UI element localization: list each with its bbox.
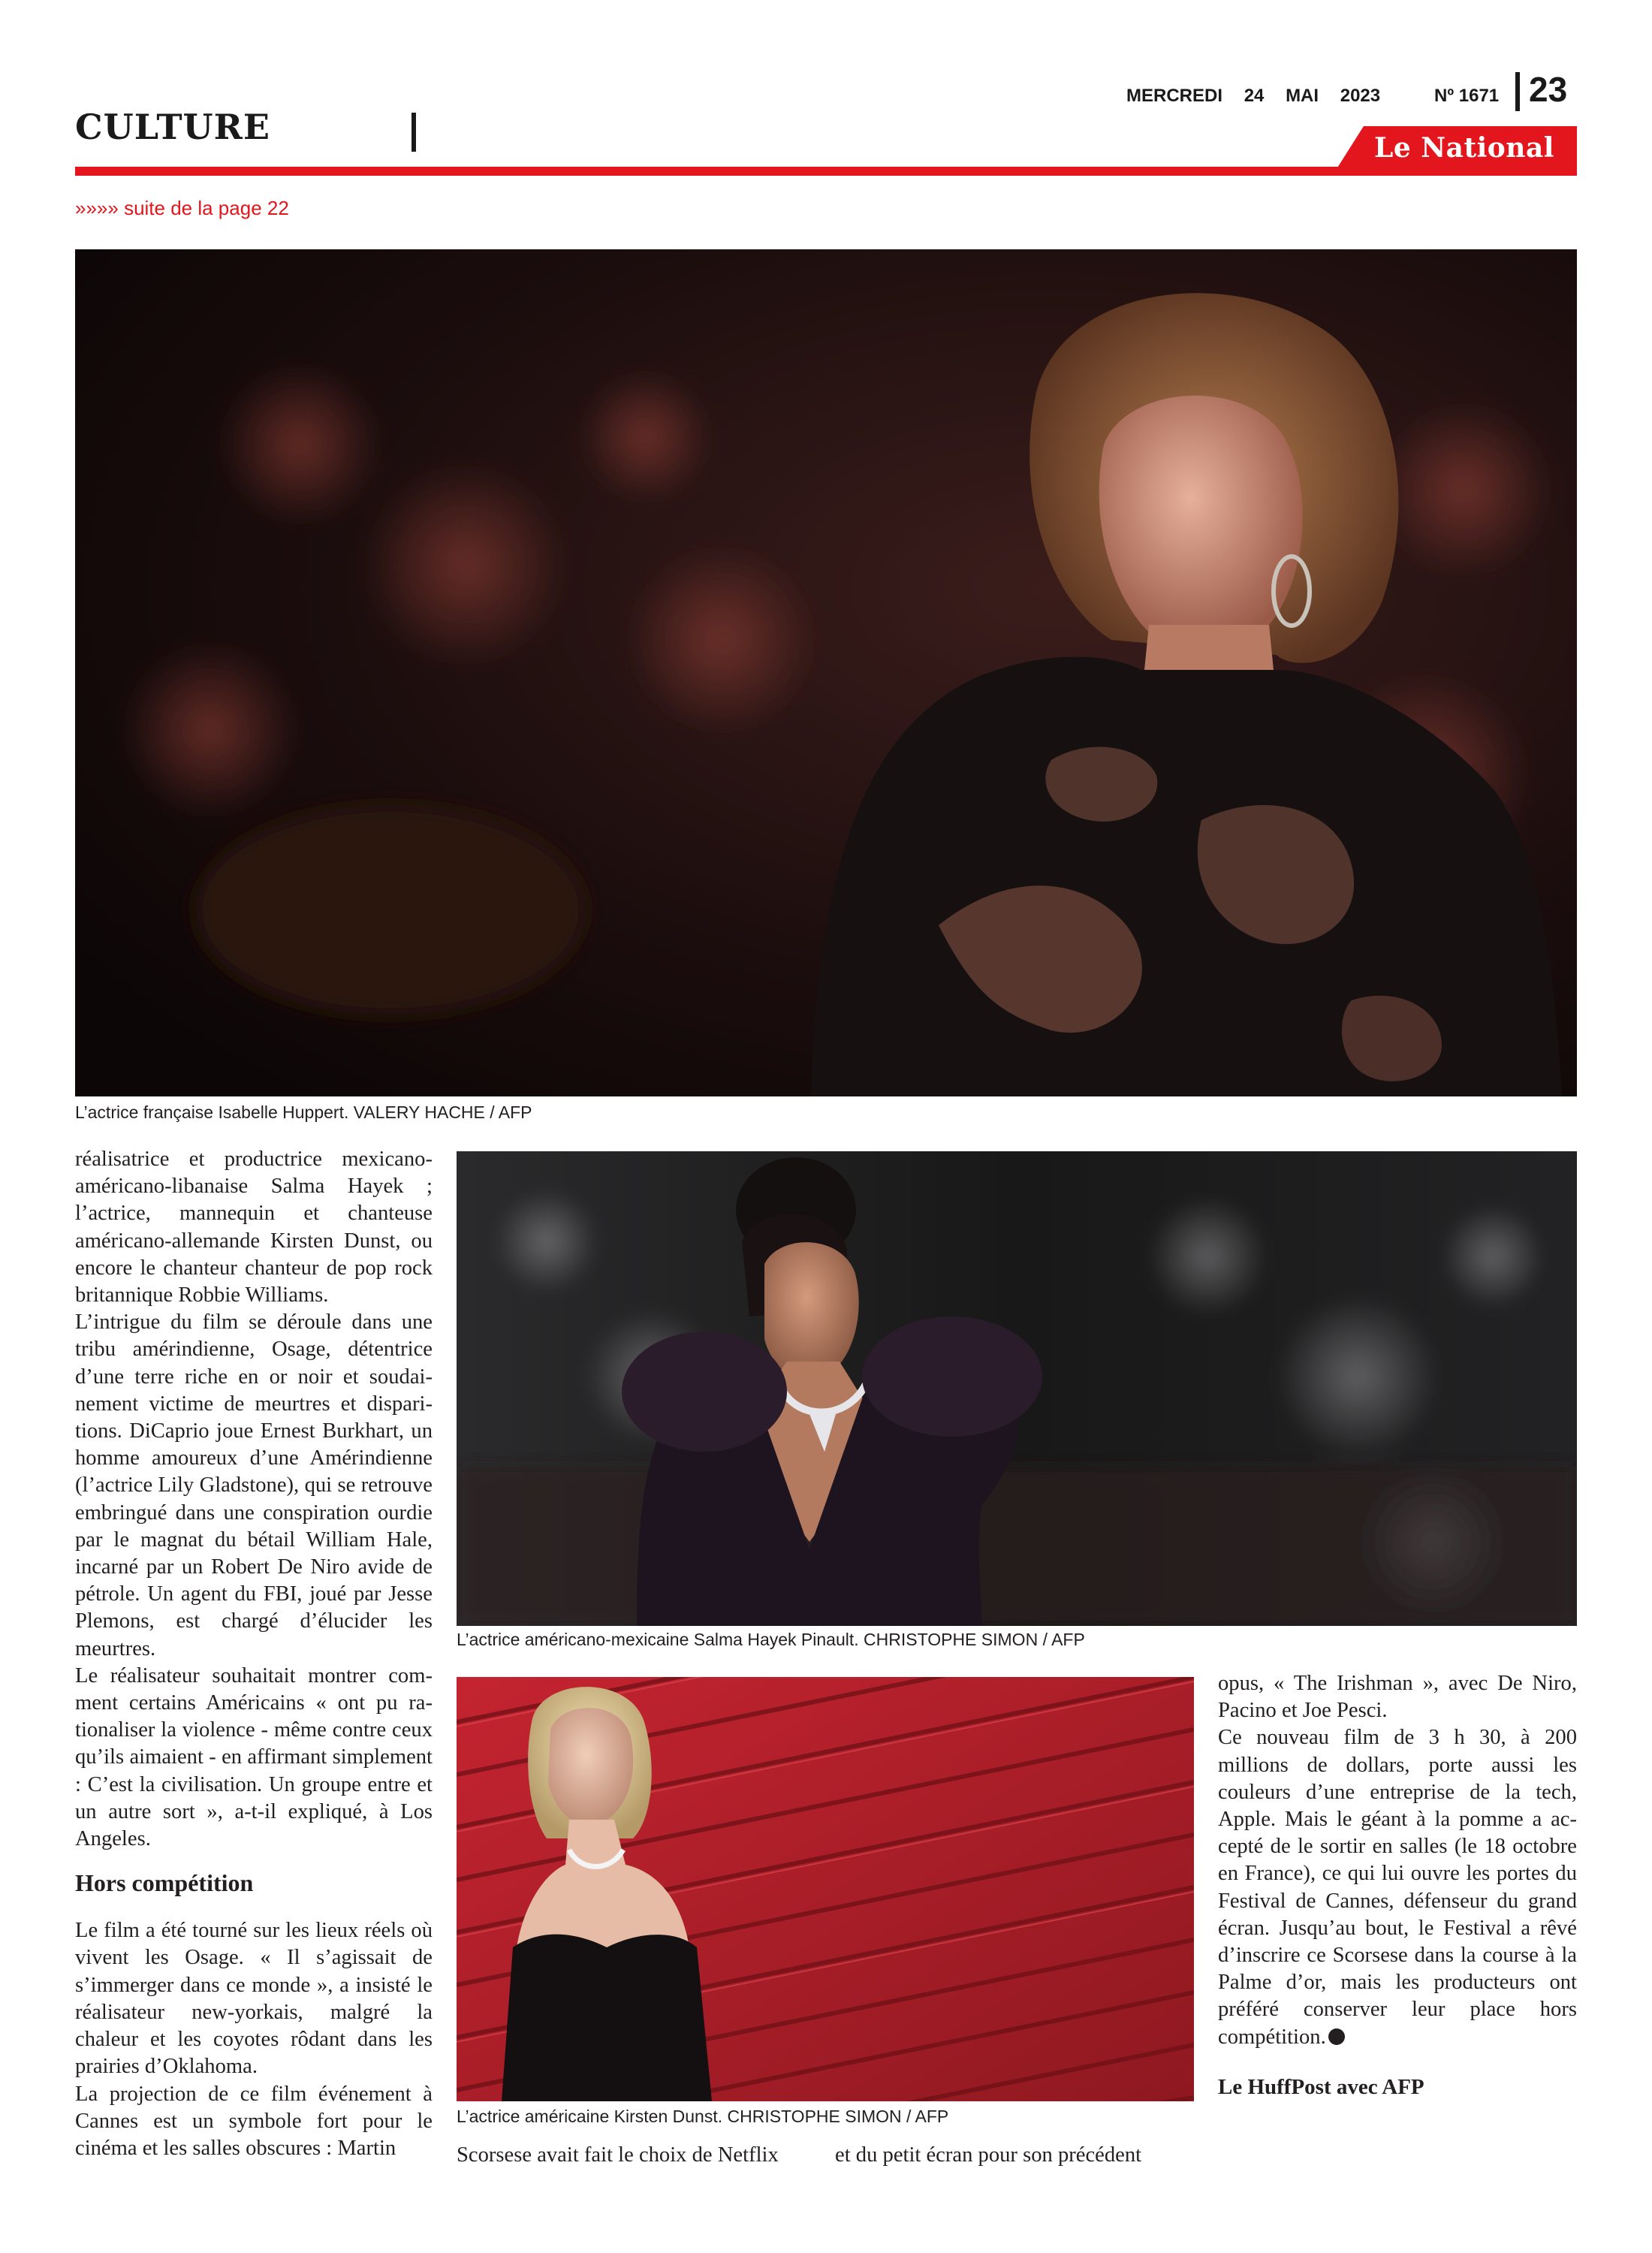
paragraph: La projection de ce film événement à Cannes est un symbole fort pour le cinéma et les salles obscures : Martin [75, 2082, 433, 2160]
article-middle-line [457, 2142, 855, 2169]
issue-number: Nº 1671 [1434, 86, 1500, 106]
paragraph: et du petit écran pour son précédent [835, 2143, 1142, 2167]
date-year: 2023 [1340, 86, 1381, 106]
continued-from-link[interactable]: »»»» suite de la page 22 [75, 197, 289, 219]
page-number: 23 [1529, 70, 1568, 109]
photo-salma-hayek [457, 1151, 1577, 1626]
date-month: MAI [1286, 86, 1319, 106]
date-weekday: MERCREDI [1126, 86, 1223, 106]
photo-kirsten-dunst [457, 1677, 1194, 2101]
caption-middle-photo: L’actrice américano-mexicaine Salma Hayek Pinault. CHRISTOPHE SIMON / AFP [457, 1630, 1085, 1649]
dateline [1126, 86, 1397, 107]
date-day: 24 [1244, 86, 1265, 106]
section-divider [411, 113, 416, 152]
article-column-right [1218, 1670, 1577, 2101]
page-number-divider [1515, 72, 1520, 111]
photo-isabelle-huppert [75, 249, 1577, 1096]
paragraph: Le film a été tourné sur les lieux réels où vivent les Osage. « Il s’agissait de s’immerger dans ce monde », a insisté le réalisateur new-yorkais, malgré la chaleur et les coyotes rôdant dans les prairies d’Oklahoma. [75, 1919, 433, 2079]
section-title: CULTURE [75, 107, 270, 147]
brand-name: Le National [1374, 132, 1554, 164]
paragraph: L’intrigue du film se déroule dans une tribu amérindienne, Osage, détentrice d’une terre riche en or noir et soudainement victime de meurtres et disparitions. DiCaprio joue Ernest Burkhart, un homme amoureux d’une Amérindienne (l’actrice Lily Gladstone), qui se retrouve embringué dans une conspiration ourdie par le magnat du bétail William Hale, incarné par un Robert De Niro avide de pétrole. Un agent du FBI, joué par Jesse Plemons, est chargé d’élucider les meurtres. [75, 1310, 433, 1660]
paragraph-text: Ce nouveau film de 3 h 30, à 200 millions de dollars, porte aussi les couleurs d’une entreprise de la tech, Apple. Mais le géant à la pomme a accepté de le sortir en salles (le 18 octobre en France), ce qui lui ouvre les portes du Festival de Cannes, défenseur du grand écran. Jusqu’au bout, le Festival a rêvé d’inscrire ce Scorsese dans la course à la Palme d’or, mais les producteurs ont préféré conserver leur place hors compétition. [1218, 1726, 1577, 2049]
paragraph: opus, « The Irishman », avec De Niro, Pacino et Joe Pesci. [1218, 1672, 1577, 1723]
end-of-article-icon [1328, 2028, 1345, 2045]
article-signature: Le HuffPost avec AFP [1218, 2074, 1424, 2099]
paragraph [1218, 1724, 1577, 2050]
subheading: Hors compétition [75, 1869, 254, 1897]
paragraph: Le réalisateur souhaitait montrer comment certains Américains « ont pu rationaliser la violence - même contre ceux qu’ils aimaient - en affirmant simplement : C’est la civilisation. Un groupe entre et un autre sort », a-t-il expliqué, à Los Angeles. [75, 1663, 433, 1851]
paragraph: réalisatrice et productrice mexicano-américano-libanaise Salma Hayek ; l’actrice, mannequin et chanteuse américano-allemande Kirsten Dunst, ou encore le chanteur chanteur de pop rock britannique Robbie Williams. [75, 1148, 433, 1307]
caption-bottom-photo: L’actrice américaine Kirsten Dunst. CHRISTOPHE SIMON / AFP [457, 2107, 949, 2126]
paragraph: Scorsese avait fait le choix de Netflix [457, 2143, 779, 2167]
article-column-left [75, 1146, 433, 2162]
article-middle-line-2 [835, 2142, 1210, 2169]
caption-top-photo: L’actrice française Isabelle Huppert. VALERY HACHE / AFP [75, 1102, 532, 1122]
